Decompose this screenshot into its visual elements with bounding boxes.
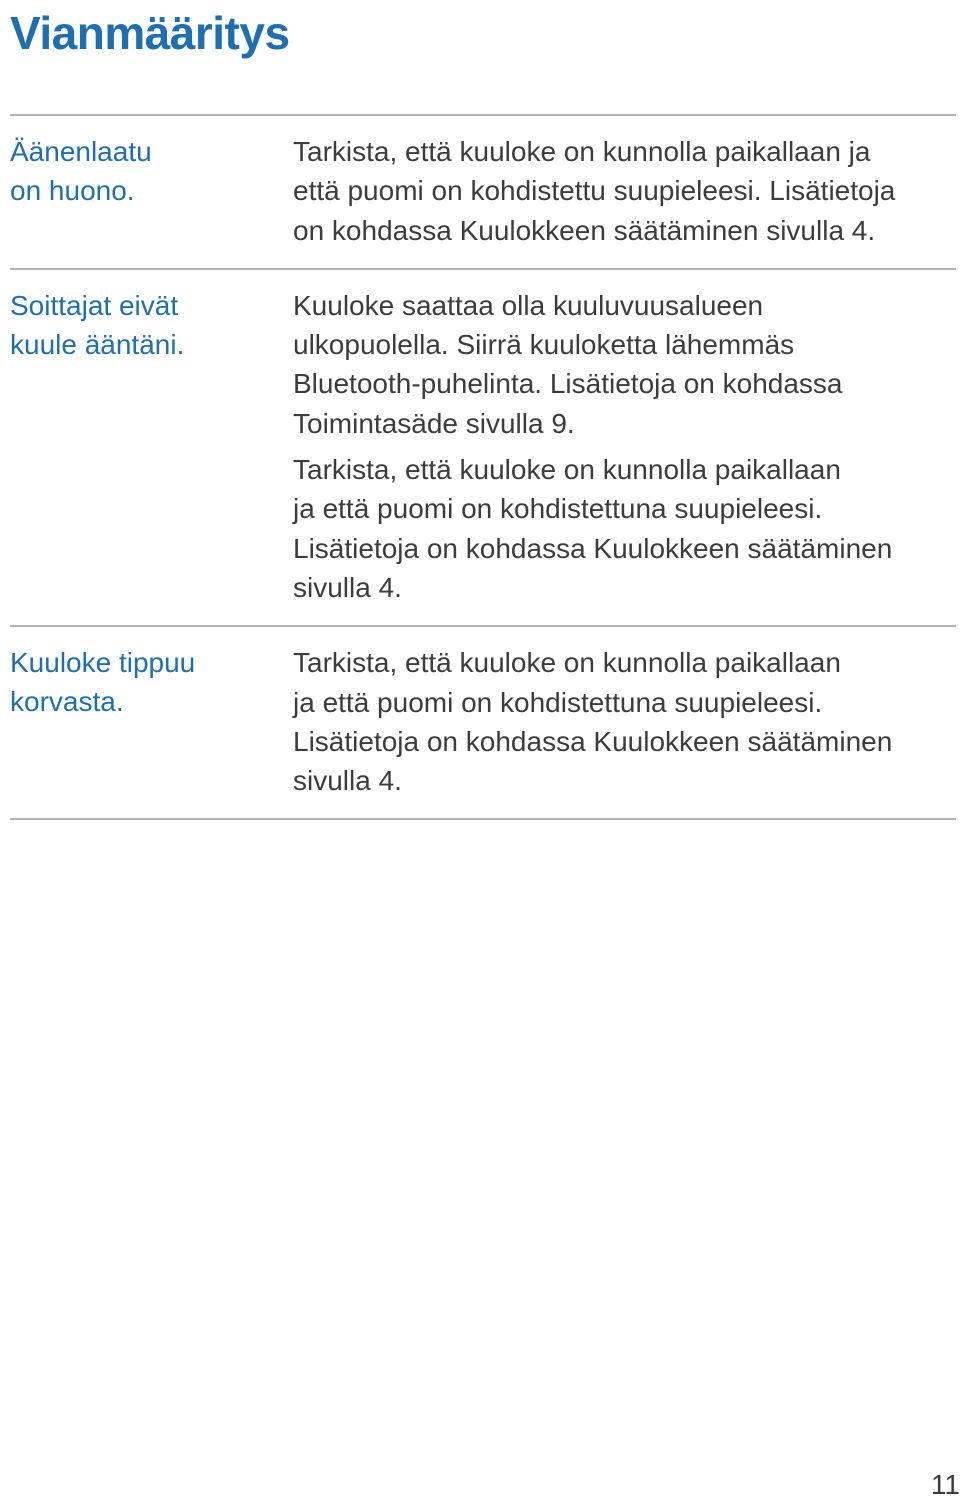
table-row: [10, 270, 956, 625]
problem-label: Äänenlaatu on huono.: [10, 136, 152, 206]
table-row: [10, 116, 956, 268]
problem-label: Soittajat eivät kuule ääntäni.: [10, 289, 185, 360]
solution-text: Tarkista, että kuuloke on kunnolla paikallaan ja että puomi on kohdistettuna suupieleesi. Lisätietoja on kohdassa Kuulokkeen säätäminen sivulla 4.: [293, 647, 893, 797]
page-number: 11: [930, 1469, 960, 1500]
problem-label: Kuuloke tippuu korvasta.: [10, 647, 196, 718]
troubleshooting-table: [10, 114, 956, 820]
solution-list: [293, 270, 956, 625]
solution-text: Kuuloke saattaa olla kuuluvuusalueen ulkopuolella. Siirrä kuuloketta lähemmäs Bluetooth-puhelinta. Lisätietoja on kohdassa Toimintasäde sivulla 9.: [293, 289, 843, 439]
solution-list: [293, 627, 956, 818]
page-title: Vianmääritys: [10, 7, 290, 59]
table-divider: [10, 818, 956, 820]
solution-text: Tarkista, että kuuloke on kunnolla paikallaan ja että puomi on kohdistettu suupieleesi. Lisätietoja on kohdassa Kuulokkeen säätäminen sivulla 4.: [293, 136, 896, 246]
solution-list: [293, 116, 956, 268]
solution-text: Tarkista, että kuuloke on kunnolla paikallaan ja että puomi on kohdistettuna suupieleesi. Lisätietoja on kohdassa Kuulokkeen säätäminen sivulla 4.: [293, 454, 893, 603]
table-row: [10, 627, 956, 818]
